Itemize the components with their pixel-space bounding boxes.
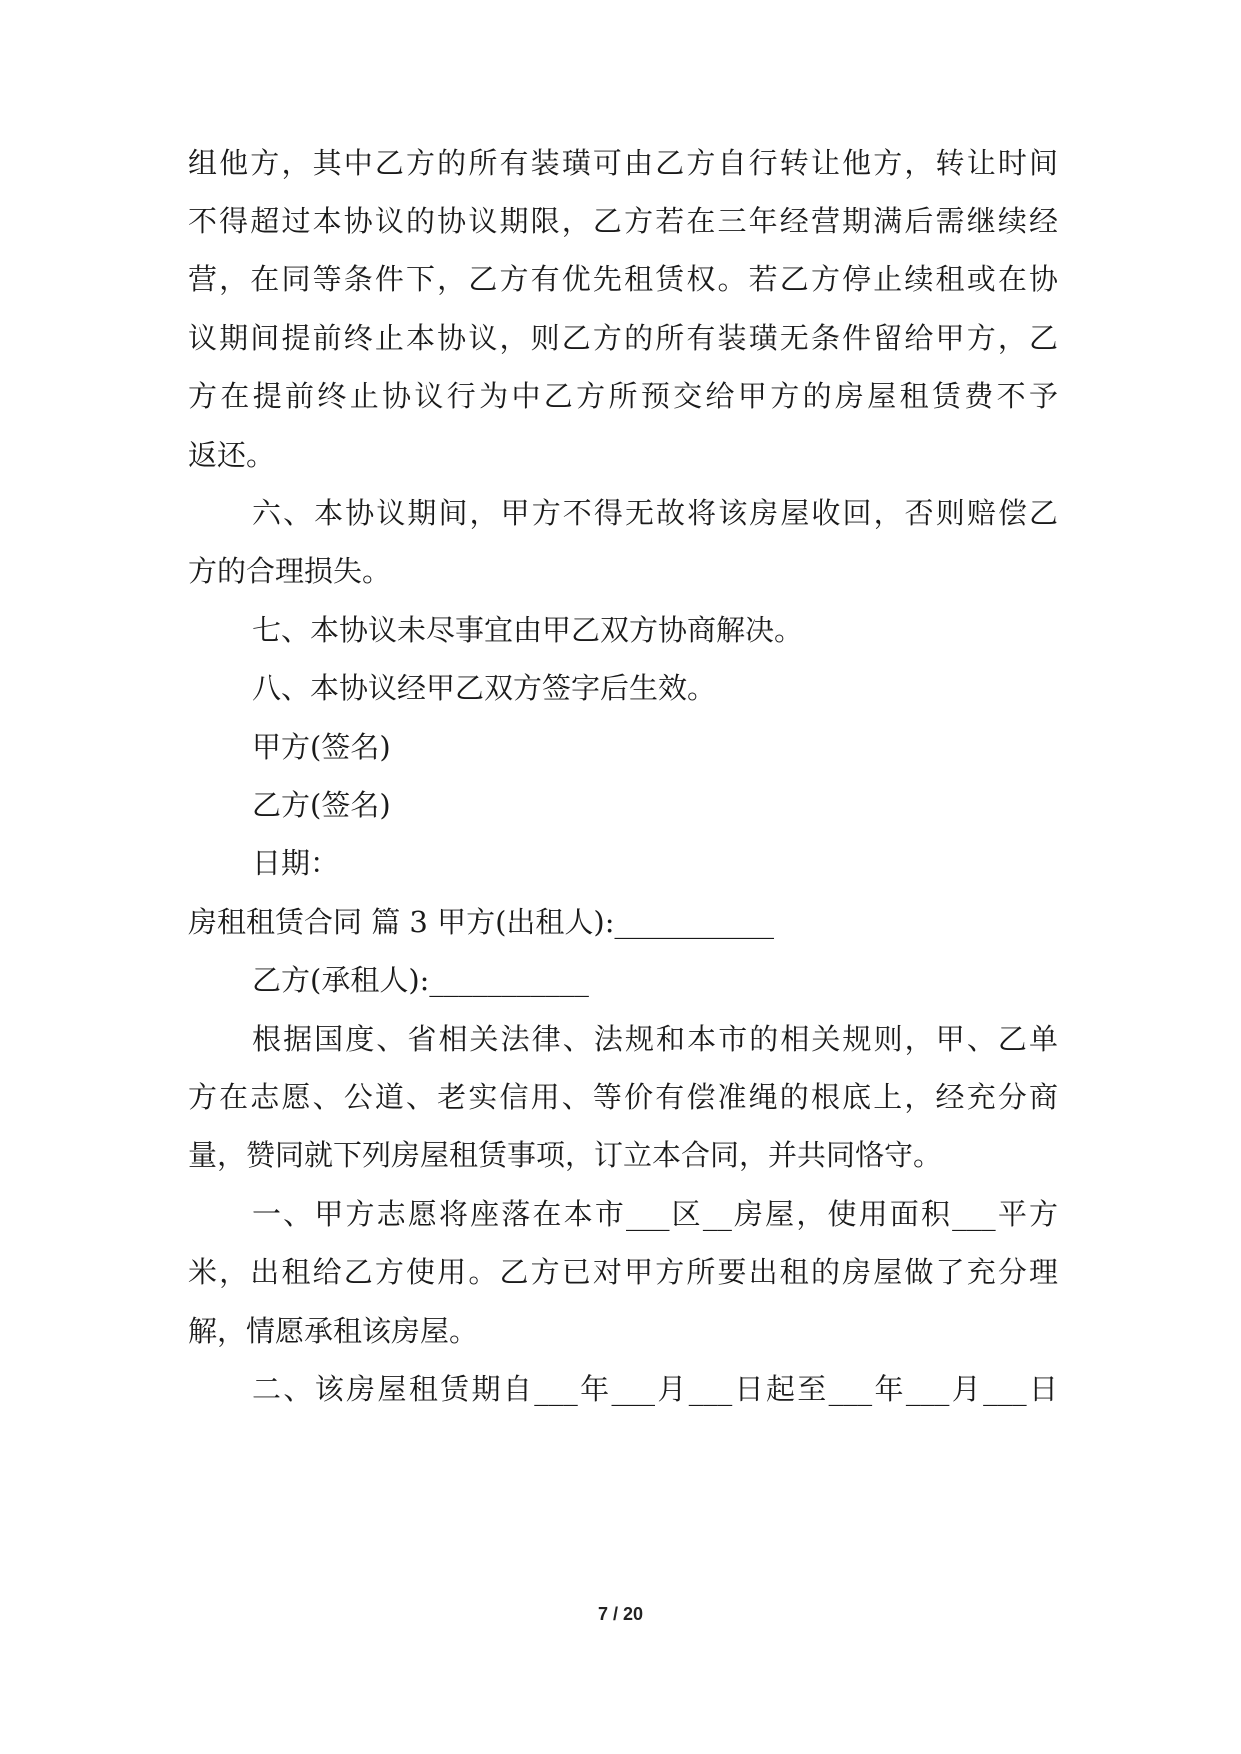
text-line: 方在提前终止协议行为中乙方所预交给甲方的房屋租赁费不予 (188, 379, 1058, 413)
date-label: 日期： (252, 846, 340, 880)
page-number: 7 / 20 (597, 1604, 644, 1624)
text-line: 方在志愿、公道、老实信用、等价有偿准绳的根底上，经充分商 (188, 1080, 1058, 1114)
clause-six: 六、本协议期间，甲方不得无故将该房屋收回，否则赔偿乙 (252, 496, 1058, 530)
preamble-line: 根据国度、省相关法律、法规和本市的相关规则，甲、乙单 (252, 1022, 1058, 1056)
clause-seven: 七、本协议未尽事宜由甲乙双方协商解决。 (252, 613, 804, 647)
contract-title-line: 房租租赁合同 篇 3 甲方(出租人):___________ (188, 905, 775, 939)
party-b-signature: 乙方(签名) (252, 788, 391, 822)
text-line: 议期间提前终止本协议，则乙方的所有装璜无条件留给甲方，乙 (188, 321, 1058, 355)
clause-one: 一、甲方志愿将座落在本市___区__房屋，使用面积___平方 (252, 1197, 1058, 1231)
text-line: 营，在同等条件下，乙方有优先租赁权。若乙方停止续租或在协 (188, 262, 1058, 296)
text-line: 返还。 (188, 438, 276, 472)
text-line: 量，赞同就下列房屋租赁事项，订立本合同，并共同恪守。 (188, 1138, 943, 1172)
clause-two: 二、该房屋租赁期自___年___月___日起至___年___月___日 (252, 1372, 1058, 1406)
lessee-line: 乙方(承租人):___________ (252, 963, 589, 997)
party-a-signature: 甲方(签名) (252, 730, 391, 764)
text-line: 组他方，其中乙方的所有装璜可由乙方自行转让他方，转让时间 (188, 146, 1058, 180)
text-line: 米，出租给乙方使用。乙方已对甲方所要出租的房屋做了充分理 (188, 1255, 1058, 1289)
text-line: 方的合理损失。 (188, 554, 392, 588)
text-line: 不得超过本协议的协议期限，乙方若在三年经营期满后需继续经 (188, 204, 1058, 238)
clause-eight: 八、本协议经甲乙双方签字后生效。 (252, 671, 717, 705)
text-line: 解，情愿承租该房屋。 (188, 1314, 479, 1348)
